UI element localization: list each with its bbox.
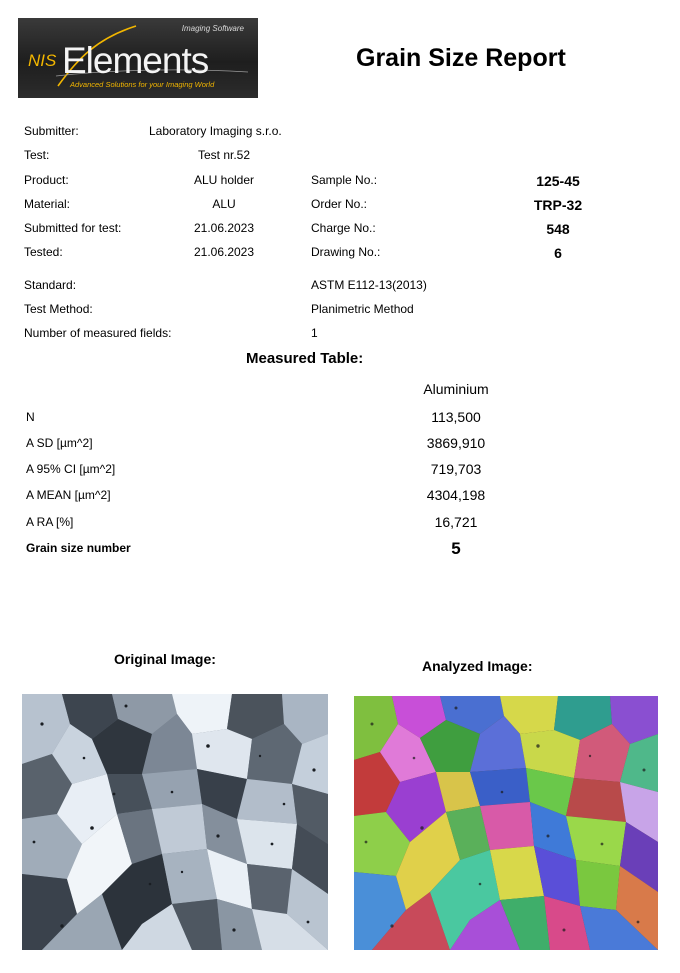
- sample-label: Sample No.:: [311, 173, 378, 187]
- standard-label: Standard:: [24, 278, 77, 292]
- material-label: Material:: [24, 197, 71, 211]
- sample-value: 125-45: [536, 173, 580, 189]
- product-label: Product:: [24, 173, 69, 187]
- material-value: ALU: [212, 197, 236, 211]
- table-row-value: 16,721: [434, 514, 478, 530]
- table-column-header: Aluminium: [423, 381, 489, 397]
- table-row-label: N: [26, 410, 35, 424]
- table-row-label: A SD [µm^2]: [26, 436, 93, 450]
- submitter-label: Submitter:: [24, 124, 79, 138]
- tested-value: 21.06.2023: [193, 245, 255, 259]
- original-micrograph-image: [22, 694, 328, 950]
- product-value: ALU holder: [193, 173, 255, 187]
- table-row-label: A 95% CI [µm^2]: [26, 462, 116, 476]
- submitted-value: 21.06.2023: [193, 221, 255, 235]
- order-value: TRP-32: [533, 197, 583, 213]
- logo-prefix: NIS: [28, 51, 57, 70]
- table-row-value: 3869,910: [426, 435, 486, 451]
- fields-label: Number of measured fields:: [24, 326, 172, 340]
- nis-elements-logo: [18, 18, 258, 98]
- tested-label: Tested:: [24, 245, 63, 259]
- method-value: Planimetric Method: [311, 302, 414, 316]
- charge-value: 548: [546, 221, 570, 237]
- table-row-label: A MEAN [µm^2]: [26, 488, 111, 502]
- logo-subline: Advanced Solutions for your Imaging World: [70, 80, 215, 89]
- analyzed-micrograph-image: [354, 696, 658, 950]
- logo-name: Elements: [62, 40, 209, 81]
- charge-label: Charge No.:: [311, 221, 376, 235]
- table-row-label: A RA [%]: [26, 515, 74, 529]
- table-row-value: 113,500: [431, 409, 481, 425]
- table-row-label: Grain size number: [26, 541, 131, 555]
- submitter-value: Laboratory Imaging s.r.o.: [149, 124, 282, 138]
- drawing-label: Drawing No.:: [311, 245, 381, 259]
- table-row-value: 5: [451, 539, 461, 558]
- logo-tagline: Imaging Software: [181, 24, 244, 33]
- table-row-value: 719,703: [430, 461, 482, 477]
- fields-value: 1: [311, 326, 318, 340]
- method-label: Test Method:: [24, 302, 93, 316]
- test-value: Test nr.52: [197, 148, 251, 162]
- table-row-value: 4304,198: [426, 487, 486, 503]
- order-label: Order No.:: [311, 197, 368, 211]
- submitted-label: Submitted for test:: [24, 221, 122, 235]
- original-image-caption: Original Image:: [114, 651, 216, 667]
- analyzed-image-caption: Analyzed Image:: [422, 658, 533, 674]
- test-label: Test:: [24, 148, 50, 162]
- standard-value: ASTM E112-13(2013): [311, 278, 427, 292]
- report-title: Grain Size Report: [356, 44, 566, 72]
- measured-table-heading: Measured Table:: [246, 350, 364, 367]
- drawing-value: 6: [554, 245, 562, 261]
